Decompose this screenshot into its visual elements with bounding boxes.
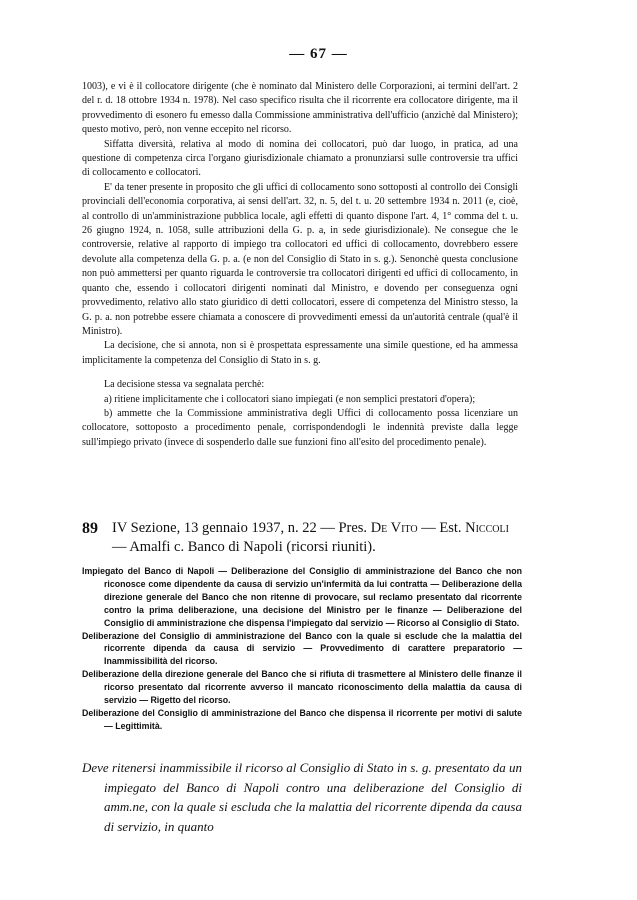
president-name: De Vito [370,520,418,536]
maxim-text: Deve ritenersi inammissibile il ricorso al Consiglio di Stato in s. g. presentato da un impiegato del Banco di Napoli contro una deliberazione del Consiglio di amm.ne, con la quale si escluda che la malattia del ricorrente dipenda da causa di servizio, in quanto [82,760,522,834]
paragraph-5: La decisione stessa va segnalata perchè: [104,379,265,391]
paragraph-4: La decisione, che si annota, non si è prospettata espressamente una simile questione, ed ha ammessa implicitamente la competenza del Consiglio di Stato in s. g. [82,340,518,366]
paragraph-1: 1003), e vi è il collocatore dirigente (che è nominato dal Ministero delle Corporazioni, ai termini dell'art. 2 del r. d. 18 ottobre 1934 n. 1978). Nel caso specifico risulta che il ricorrente era collocatore dirigente, ma il provvedimento di esonero fu emesso dalla Commissione amministrativa dell'ufficio (anzichè dal Ministero); questo motivo, però, non venne eccepito nel ricorso. [82,81,518,136]
estensore-name: Niccoli [465,520,509,536]
page-number: — 67 — [289,46,348,62]
summary-item: Deliberazione del Consiglio di amministrazione del Banco con la quale si esclude che la malattia del ricorrente dipenda da causa di servizio — Provvedimento di carattere preparatorio — Inammissibilità del ricorso. [82,630,522,667]
summary-item: Deliberazione della direzione generale del Banco che si rifiuta di trasmettere al Ministero delle finanze il ricorso presentato dal ricorrente avverso il mancato riconoscimento della malattia da causa di servizio — Rigetto del ricorso. [82,669,522,706]
list-item-a: a) ritiene implicitamente che i collocatori siano impiegati (e non semplici prestatori d'opera); [104,393,476,405]
list-item-b: b) ammette che la Commissione amministrativa degli Uffici di collocamento possa licenziare un collocatore, sottoposto a procedimento penale, corrispondendogli le indennità previste dalla legge sull'impiego privato (invece di sospenderlo dalle sue funzioni fino all'esito del procedimento penale). [82,407,518,448]
paragraph-3: E' da tener presente in proposito che gli uffici di collocamento sono sottoposti al controllo dei Consigli provinciali dell'economia corporativa, ai sensi dell'art. 32, n. 5, del t. u. 20 settembre 1934 n. 2011 (e, cioè, al controllo di un'amministrazione pubblica locale, agli effetti di quanto dispone l'art. 4, 1° comma del t. u. 26 giugno 1924, n. 1058, sulle attribuzioni della G. p. a, in sede giurisdizionale). Ne consegue che le controversie, relative al rapporto di impiego tra collocatori ed uffici di collocamento, dovrebbero essere devolute alla competenza della G. p. a. (e non del Consiglio di Stato in s. g.). Senonchè questa conclusione non può ammettersi per quanto riguarda le controversie tra collocatori dirigenti ed uffici di collocamento, in quanto che, essendo i collocatori dirigenti nominati dal Ministro, e dovendo per conseguenza ogni provvedimento, relativo allo stato giuridico di detti collocatori, essere di competenza del Ministro stesso, la G. p. a. non potrebbe essere chiamata a conoscere di provvedimenti emessi da un'autorità centrale (qual'è il Ministro). [82,181,518,337]
decision-number: 89 [82,520,98,537]
decision-title: IV Sezione, 13 gennaio 1937, n. 22 — Pres. De Vito — Est. Niccoli — Amalfi c. Banco di Napoli (ricorsi riuniti). [112,520,509,555]
summary-item: Deliberazione del Consiglio di amministrazione del Banco che dispensa il ricorrente per motivi di salute — Legittimità. [82,707,522,731]
paragraph-2: Siffatta diversità, relativa al modo di nomina dei collocatori, può dar luogo, in pratica, ad una questione di competenza circa l'organo giurisdizionale chiamato a pronunziarsi sulle controversie tra uffici di collocamento e collocatori. [82,138,518,179]
annotation-text [82,80,518,450]
legal-maxim [82,758,522,836]
decision-summary [82,565,522,733]
decision-heading [82,519,522,557]
summary-item: Impiegato del Banco di Napoli — Deliberazione del Consiglio di amministrazione del Banco che non riconosce come dipendente da causa di servizio un'infermità da lui contratta — Deliberazione della direzione generale del Banco che non ritenne di provocare, sul reclamo presentato dal ricorrente contro la prima deliberazione, una decisione del Ministro per le finanze — Deliberazione del Consiglio di amministrazione che dispensa l'impiegato dal servizio — Ricorso al Consiglio di Stato. [82,566,522,628]
